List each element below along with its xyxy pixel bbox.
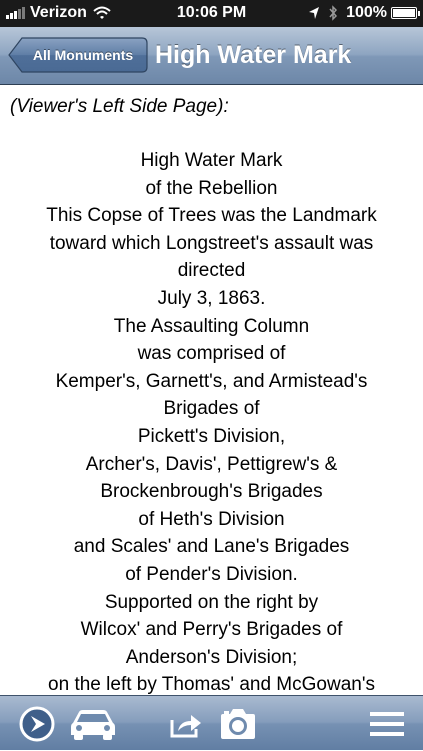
directions-button[interactable] <box>66 696 120 751</box>
inscription-line: of Heth's Division <box>138 508 285 530</box>
inscription-line: Kemper's, Garnett's, and Armistead's <box>55 370 368 392</box>
menu-icon <box>368 709 406 739</box>
camera-button[interactable] <box>216 696 260 751</box>
location-arrow-icon <box>308 6 320 20</box>
inscription-line: The Assaulting Column <box>113 315 310 337</box>
inscription-line: of Pender's Division. <box>125 563 298 585</box>
carrier-name: Verizon <box>30 4 87 21</box>
inscription-line: directed <box>177 260 246 282</box>
status-bar <box>0 0 423 27</box>
inscription-line: Brigades of <box>163 398 260 420</box>
monument-content[interactable] <box>0 85 423 695</box>
inscription-line: Supported on the right by <box>104 591 319 613</box>
compass-icon <box>18 705 56 743</box>
status-right <box>308 4 417 22</box>
back-button-label: All Monuments <box>32 47 134 63</box>
inscription-line: July 3, 1863. <box>157 287 266 309</box>
battery-percent: 100% <box>346 4 387 21</box>
bluetooth-icon <box>328 5 338 21</box>
inscription-line: Brockenbrough's Brigades <box>100 481 323 503</box>
inscription-line: Archer's, Davis', Pettigrew's & <box>85 453 338 475</box>
inscription-line: High Water Mark <box>140 150 283 171</box>
page-title: High Water Mark <box>155 41 352 69</box>
inscription-line: on the left by Thomas' and McGowan's <box>48 674 375 695</box>
camera-icon <box>218 707 258 741</box>
inscription-line: was comprised of <box>137 343 286 365</box>
all-monuments-back-button[interactable] <box>8 37 148 73</box>
menu-button[interactable] <box>365 696 409 751</box>
share-icon <box>169 710 203 738</box>
inscription-line: of the Rebellion <box>145 177 278 199</box>
inscription-line: Anderson's Division; <box>125 646 298 668</box>
car-icon <box>68 706 118 742</box>
inscription-text <box>0 147 423 695</box>
navigation-bar <box>0 27 423 85</box>
compass-button[interactable] <box>14 696 60 751</box>
inscription-line: and Scales' and Lane's Brigades <box>73 536 350 558</box>
inscription-line: toward which Longstreet's assault was <box>49 232 374 254</box>
inscription-line: Wilcox' and Perry's Brigades of <box>80 619 343 641</box>
bottom-toolbar <box>0 695 423 750</box>
battery-icon <box>391 7 417 19</box>
status-time: 10:06 PM <box>176 4 247 21</box>
side-page-label: (Viewer's Left Side Page): <box>10 96 229 117</box>
inscription-line: This Copse of Trees was the Landmark <box>46 205 377 227</box>
inscription-line: Pickett's Division, <box>137 425 286 447</box>
share-button[interactable] <box>166 696 206 751</box>
